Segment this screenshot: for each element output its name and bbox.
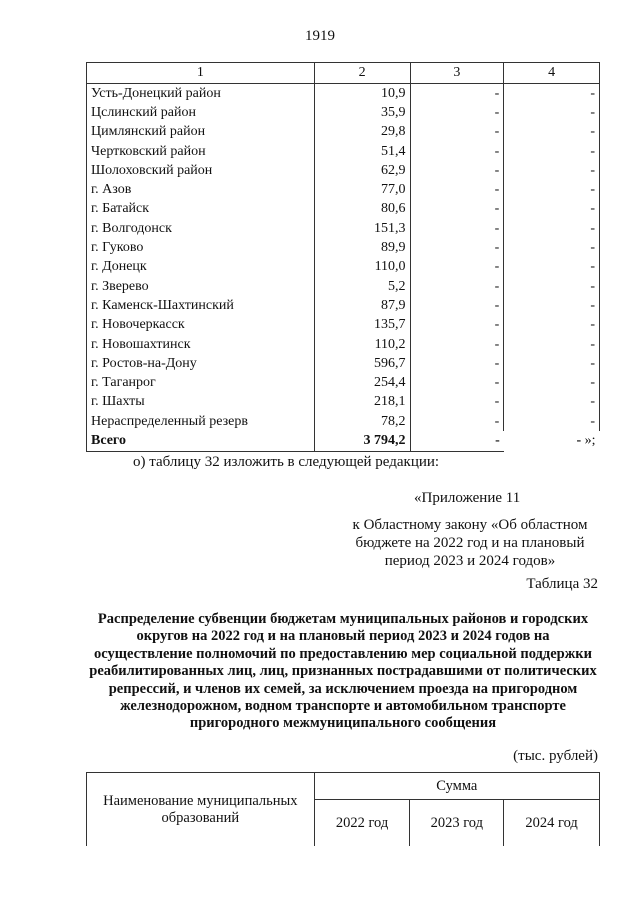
amount-2023: - (410, 316, 504, 335)
amount-2022: 51,4 (314, 142, 410, 161)
year-header: 2024 год (504, 800, 600, 847)
amount-2023: - (410, 219, 504, 238)
amount-2022: 218,1 (314, 393, 410, 412)
table-row (87, 219, 600, 238)
amount-2024: - (504, 123, 600, 142)
amount-2023: - (410, 238, 504, 257)
municipality-name: Чертковский район (87, 142, 315, 161)
municipality-name: г. Таганрог (87, 373, 315, 392)
amount-2023: - (410, 84, 504, 104)
closing-quote: »; (581, 433, 596, 449)
year-header: 2023 год (410, 800, 504, 847)
total-2022: 3 794,2 (314, 431, 410, 451)
amount-2023: - (410, 142, 504, 161)
sum-header: Сумма (314, 773, 599, 800)
table-row (87, 354, 600, 373)
year-header: 2022 год (314, 800, 410, 847)
amount-2023: - (410, 161, 504, 180)
table-row (87, 412, 600, 431)
table-row (87, 258, 600, 277)
table-row (87, 123, 600, 142)
table-row (87, 161, 600, 180)
table-label: Таблица 32 (526, 576, 598, 592)
amount-2024: - (504, 373, 600, 392)
total-label: Всего (87, 431, 315, 451)
amount-2024: - (504, 412, 600, 431)
total-2024-value: - (576, 433, 582, 449)
amount-2023: - (410, 200, 504, 219)
amount-2023: - (410, 335, 504, 354)
municipality-name: г. Донецк (87, 258, 315, 277)
law-reference: к Областному закону «Об областном бюджете на 2022 год и на плановый период 2023 и 2024 годов» (352, 517, 588, 569)
amount-2023: - (410, 354, 504, 373)
amount-2024: - (504, 258, 600, 277)
amount-2022: 87,9 (314, 296, 410, 315)
amount-2022: 29,8 (314, 123, 410, 142)
amount-2023: - (410, 412, 504, 431)
amount-2022: 596,7 (314, 354, 410, 373)
amount-2024: - (504, 180, 600, 199)
amount-2022: 78,2 (314, 412, 410, 431)
amount-2022: 110,2 (314, 335, 410, 354)
column-number: 1 (87, 63, 315, 84)
table-row (87, 316, 600, 335)
table-row (87, 103, 600, 122)
amount-2022: 35,9 (314, 103, 410, 122)
municipality-name: г. Шахты (87, 393, 315, 412)
amount-2023: - (410, 393, 504, 412)
municipality-name: Нераспределенный резерв (87, 412, 315, 431)
appendix-heading: «Приложение 11 (414, 490, 521, 506)
amount-2023: - (410, 277, 504, 296)
amount-2023: - (410, 258, 504, 277)
amount-2024: - (504, 296, 600, 315)
amount-2024: - (504, 393, 600, 412)
column-number: 3 (410, 63, 504, 84)
amount-2024: - (504, 200, 600, 219)
table-row (87, 200, 600, 219)
amount-2022: 89,9 (314, 238, 410, 257)
amount-2022: 135,7 (314, 316, 410, 335)
table-row (87, 393, 600, 412)
amount-2023: - (410, 180, 504, 199)
table-title: Распределение субвенции бюджетам муниципальных районов и городских округов на 2022 год и на плановый период 2023 и 2024 годов на осуществление полномочий по предоставлению мер социальной поддержки реабилитированных лиц, лиц, признанных пострадавшими от политических репрессий, и членов их семей, за исключением проезда на пригородном железнодорожном, водном транспорте и автомобильном транспорте пригородного межмуниципального сообщения (89, 611, 597, 732)
table-row (87, 238, 600, 257)
amount-2022: 254,4 (314, 373, 410, 392)
amount-2023: - (410, 373, 504, 392)
table-row (87, 373, 600, 392)
municipality-name: Усть-Донецкий район (87, 84, 315, 104)
municipality-name: г. Батайск (87, 200, 315, 219)
amount-2024: - (504, 219, 600, 238)
table-row (87, 84, 600, 104)
amount-2022: 80,6 (314, 200, 410, 219)
amount-2024: - (504, 354, 600, 373)
units-note: (тыс. рублей) (513, 748, 598, 764)
table-row (87, 142, 600, 161)
table-row (87, 335, 600, 354)
amount-2022: 5,2 (314, 277, 410, 296)
amount-2023: - (410, 123, 504, 142)
table-row (87, 180, 600, 199)
amendment-instruction: о) таблицу 32 изложить в следующей редакции: (133, 454, 440, 470)
amount-2024: - (504, 142, 600, 161)
municipality-name: г. Азов (87, 180, 315, 199)
municipality-name: г. Новочеркасск (87, 316, 315, 335)
table-row (87, 296, 600, 315)
total-row (87, 431, 600, 451)
municipality-name: Цимлянский район (87, 123, 315, 142)
amount-2023: - (410, 103, 504, 122)
amount-2024: - (504, 84, 600, 104)
column-number: 2 (314, 63, 410, 84)
column-number: 4 (504, 63, 600, 84)
amount-2022: 62,9 (314, 161, 410, 180)
municipality-name: г. Зверево (87, 277, 315, 296)
amount-2024: - (504, 103, 600, 122)
amount-2022: 110,0 (314, 258, 410, 277)
amount-2024: - (504, 335, 600, 354)
table-row (87, 277, 600, 296)
amount-2024: - (504, 238, 600, 257)
subvention-table-continued (86, 62, 600, 452)
subvention-table-header (86, 772, 600, 846)
amount-2024: - (504, 277, 600, 296)
amount-2022: 10,9 (314, 84, 410, 104)
municipality-name: г. Ростов-на-Дону (87, 354, 315, 373)
amount-2024: - (504, 161, 600, 180)
municipality-name: г. Волгодонск (87, 219, 315, 238)
amount-2022: 151,3 (314, 219, 410, 238)
page-number: 1919 (305, 28, 335, 44)
amount-2024: - (504, 316, 600, 335)
municipality-name: г. Каменск-Шахтинский (87, 296, 315, 315)
municipality-name: Цслинский район (87, 103, 315, 122)
municipality-name: г. Новошахтинск (87, 335, 315, 354)
amount-2022: 77,0 (314, 180, 410, 199)
municipality-name: Шолоховский район (87, 161, 315, 180)
total-2023: - (410, 431, 504, 451)
total-2024 (504, 431, 600, 451)
municipality-name-header: Наименование муниципальных образований (87, 773, 315, 847)
amount-2023: - (410, 296, 504, 315)
municipality-name: г. Гуково (87, 238, 315, 257)
column-number-row (87, 63, 600, 84)
